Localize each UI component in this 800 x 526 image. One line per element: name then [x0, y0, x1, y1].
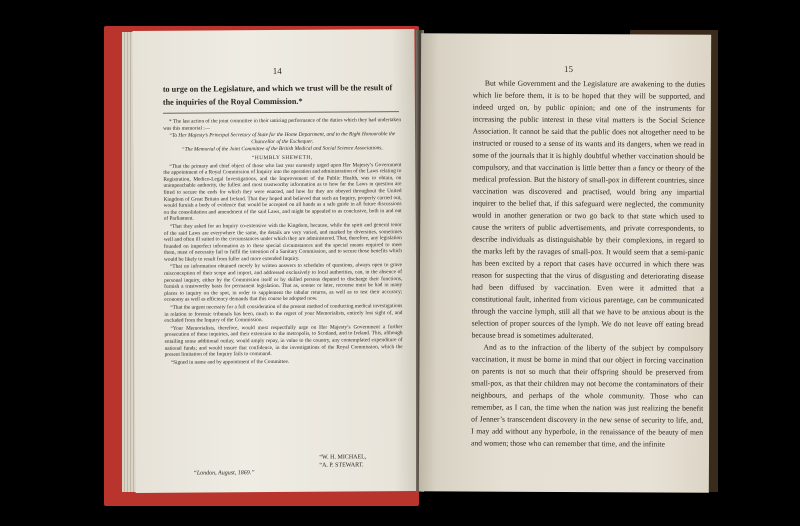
footnote-rule: [163, 111, 399, 114]
right-page: [419, 33, 711, 493]
memorial-paragraph: “That no information obtained merely by written answers to schedules of questions, always open to grave misconception of their scope and import, and addressed exclusively to local authorities, can, in the absence of personal inquiry, either by the Commission itself or by skilled persons deputed to discharge their functions, furnish a trustworthy basis for permanent legislation. That as, sooner or later, recourse must be had in many places to inquiry on the spot, in order to supplement the tabular returns, as well as to test their accuracy; economy as well as efficiency demands that this course be adopted now.: [164, 262, 403, 304]
signatory: “A. P. STEWART.: [319, 462, 364, 469]
dateline: “London, August, 1869.”: [193, 470, 255, 477]
body-paragraph: And as to the infraction of the liberty of the subject by compulsory vaccination, it must be borne in mind that our object in forcing vaccination on parents is not so much that their offspring should be preserved from small-pox, as that their children may not become the contaminators of their neighbours, and perhaps of the whole community. Those who can remember, as I can, the time when the nation was just realizing the benefit of Jenner’s transcendent discovery in the new sense of security to life, and, I may add without any hyperbole, in the renaissance of the beauty of men and women; those who can remember that time, and the infinite: [471, 342, 704, 449]
memorial-title: “The Memorial of the Joint Committee of the British Medical and Social Science Associations,: [181, 145, 383, 154]
footnote-block: [163, 117, 403, 367]
page-number: 15: [563, 63, 574, 75]
memorial-paragraph: “That the primary and chief object of those who last year earnestly urged upon Her Majesty’s Government the appointment of a Royal Commission of Inquiry into the operation and administration of the Laws relating to Registration, Medico-Legal Investigations, and the Improvement of the Public Health, was to obtain, on unimpeachable authority, the fullest and most trustworthy information as to how far the Laws in question are fitted to secure the ends for which they were enacted, and how far they are obeyed throughout the United Kingdom of Great Britain and Ireland. That they hoped and believed that such an Inquiry, properly carried out, would furnish a body of evidence that would be accepted on all hands as a safe guide in all future discussions on the consolidation and amendment of the said Laws, and might be appealed to as conclusive, both in and out of Parliament.: [163, 161, 402, 223]
memorial-paragraph: “That they asked for an Inquiry co-extensive with the Kingdom, because, while the spirit and general tenor of the said Laws are everywhere the same, the details are very varied, and marked by diversities, sometimes well and often ill suited to the circumstances under which they are administered. That, therefore, any legislation founded on imperfect information as to these special circumstances and the special means required to meet them, must of necessity fail to fulfil the intention of a Sanitary Commission, and to secure those benefits which would be likely to result from fuller and more extended Inquiry.: [163, 222, 402, 263]
page-number: 14: [272, 65, 282, 77]
body-paragraph: But while Government and the Legislature are awakening to the duties which lie before them, it is to be hoped that they will be supported, and indeed urged on, by public opinion; and one of the instruments for increasing the public interest in these vital matters is the Social Science Association. It cannot be said that the public does not altogether need to be instructed or roused to a sense of its wants and its dangers, when we read in some of the journals that it is highly doubtful whether vaccination should be compulsory, and that vaccination is little better than a fancy or theory of the medical profession. But the history of small-pox in different countries, since vaccination was discovered and practised, would bring any impartial inquirer to the belief that, if this safeguard were neglected, the community would in another generation or two go back to that state which used to cause the writers of public advertisements, and private correspondents, to describe individuals as distinguishable by their complexions, in regard to the marks left by the ravages of small-pox. It would seem that a semi-panic has been excited by a report that cases have occurred in which there was reason for suspecting that the virus of disgusting and deteriorating disease had been diffused by vaccination. Even were it admitted that a constitutional fault, inherited from vicious parentage, can be communicated through the vaccine lymph, still all that we have to be anxious about is the selection of proper sources of the lymph. We do not leave off eating bread because bread is sometimes adulterated.: [471, 78, 705, 341]
memorial-paragraph: “That the urgent necessity for a full consideration of the present method of conducting medical investigations in relation to forensic tribunals has been, much to the regret of your Memorialists, entirely lost sight of, and excluded from the Inquiry of the Commission.: [164, 303, 403, 324]
lead-text: to urge on the Legislature, and which we trust will be the result of the inquiries of the Royal Commission.*: [162, 83, 393, 107]
signatories: [319, 453, 366, 469]
footnote-intro: * The last action of the joint committee in their untiring performance of the duties which they had undertaken was this memorial :—: [163, 117, 402, 132]
memorial-paragraph: “Signed in name and by appointment of the Committee.: [170, 358, 290, 366]
memorial-addressee: “To Her Majesty’s Principal Secretary of State for the Home Department, and to the Right Honourable the Chancellor of the Exchequer.: [168, 131, 396, 145]
body-text: [471, 78, 705, 451]
memorial-heading: “HUMBLY SHEWETH,: [251, 154, 313, 162]
memorial-paragraph: “Your Memorialists, therefore, would most respectfully urge on Her Majesty’s Government a further prosecution of these inquiries, and their extension to the metropolis, to Scotland, and to Ireland. This, although entailing some additional outlay, would amply repay, in value to the country, any contemplated expenditure of national funds; and would insure that confidence, in the investigations of the Royal Commission, which the present limitation of the Inquiry fails to command.: [164, 323, 403, 358]
left-page: [132, 29, 417, 493]
signatory: “W. H. MICHAEL,: [319, 454, 367, 461]
